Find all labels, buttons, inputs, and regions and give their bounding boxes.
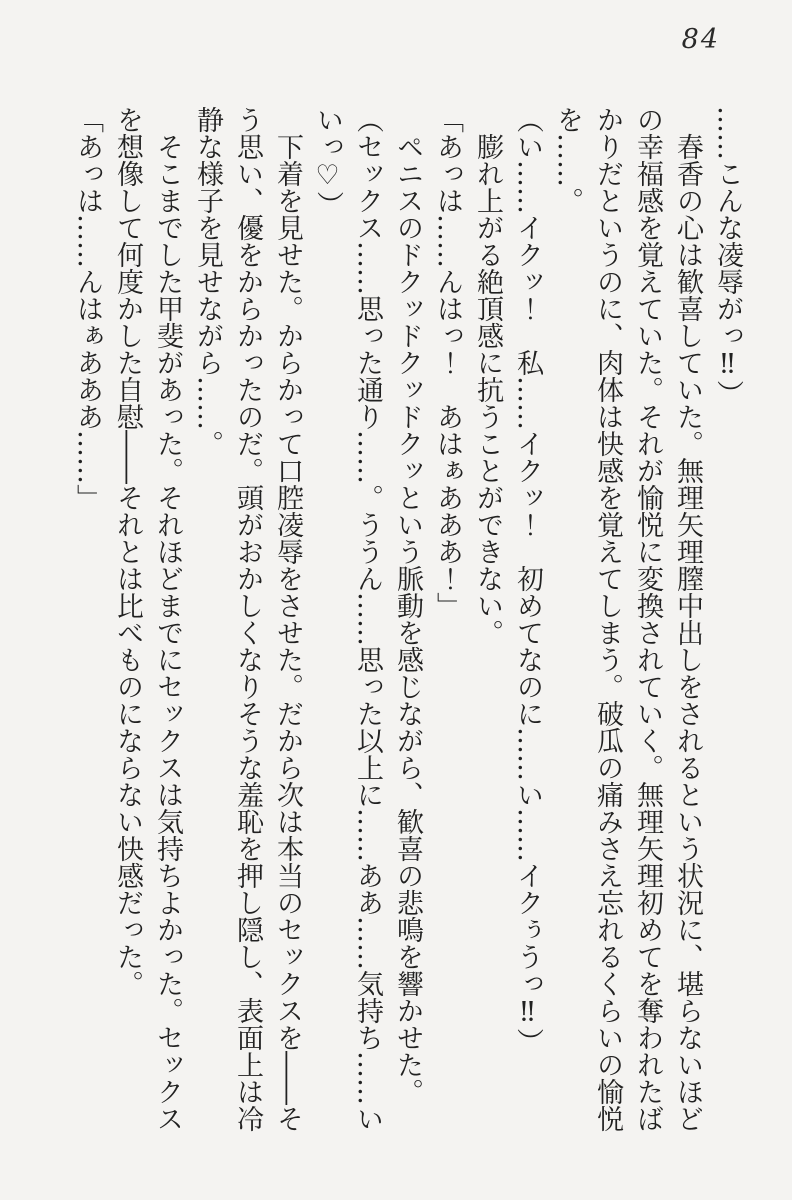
page-number: 84 <box>681 24 720 55</box>
text-line: 下着を見せた。からかって口腔凌辱をさせた。だから次は本当のセックスを――そ <box>272 106 303 1132</box>
vertical-text-block <box>65 106 747 1138</box>
text-line: 膨れ上がる絶頂感に抗うことができない。 <box>472 106 503 646</box>
text-line: （い……イクッ！ 私……イクッ！ 初めてなのに……い……イクぅうっ‼） <box>512 106 543 1055</box>
text-line: ペニスのドクッドクッドクッという脈動を感じながら、歓喜の悲鳴を響かせた。 <box>392 106 423 1105</box>
text-line: 春香の心は歓喜していた。無理矢理膣中出しをされるという状況に、堪らないほど <box>672 106 703 1132</box>
text-line: う思い、優をからかったのだ。頭がおかしくなりそうな羞恥を押し隠し、表面上は冷 <box>232 106 263 1132</box>
text-line: ……こんな凌辱がっ‼） <box>712 106 743 407</box>
text-line: そこまでした甲斐があった。それほどまでにセックスは気持ちよかった。セックス <box>152 106 183 1132</box>
text-line: 「あっは……んはっ！ あはぁあああ！」 <box>432 106 463 619</box>
text-line: 「あっは……んはぁあああ……」 <box>72 106 103 511</box>
text-line: の幸福感を覚えていた。それが愉悦に変換されていく。無理矢理初めてを奪われたば <box>632 106 663 1132</box>
text-line: を……。 <box>552 106 583 214</box>
text-line: かりだというのに、肉体は快感を覚えてしまう。破瓜の痛みさえ忘れるくらいの愉悦 <box>592 106 623 1132</box>
text-line: いっ♡） <box>312 106 343 218</box>
text-line: 静な様子を見せながら……。 <box>192 106 223 457</box>
text-line: を想像して何度かした自慰――それとは比べものにならない快感だった。 <box>112 106 143 997</box>
text-line: （セックス……思った通り……。ううん……思った以上に……ああ……気持ち……い <box>352 106 383 1132</box>
